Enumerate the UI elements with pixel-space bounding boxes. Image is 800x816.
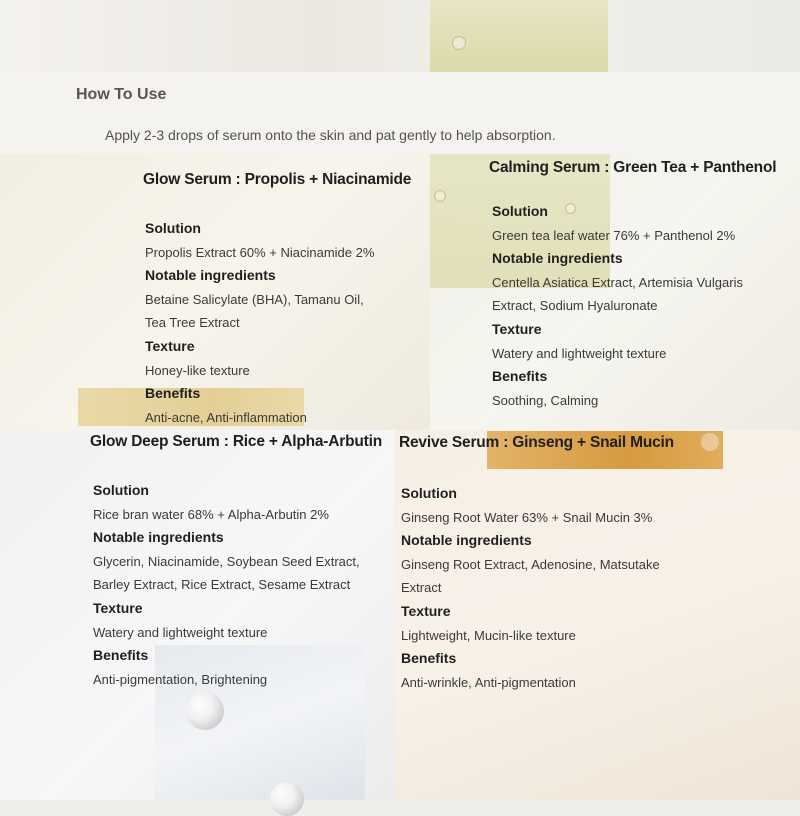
texture-label: Texture [93,599,143,616]
texture-label: Texture [492,320,542,337]
benefits-value: Soothing, Calming [492,392,599,408]
how-to-use-instruction: Apply 2-3 drops of serum onto the skin and pat gently to help absorption. [105,127,556,143]
notable-ingredients-value: Extract, Sodium Hyaluronate [492,298,658,314]
serum-card-calming [489,159,789,412]
bubble-icon [452,36,466,50]
solution-value: Rice bran water 68% + Alpha-Arbutin 2% [93,506,329,522]
serum-title: Calming Serum : Green Tea + Panthenol [489,159,777,176]
bubble-icon [270,782,304,816]
notable-ingredients-value: Glycerin, Niacinamide, Soybean Seed Extract, [93,553,360,569]
notable-ingredients-value: Ginseng Root Extract, Adenosine, Matsutake [401,556,660,572]
benefits-value: Anti-acne, Anti-inflammation [145,409,307,425]
solution-label: Solution [93,482,149,498]
notable-ingredients-value: Centella Asiatica Extract, Artemisia Vulgaris [492,274,743,290]
notable-ingredients-label: Notable ingredients [492,250,623,267]
texture-label: Texture [145,337,195,354]
notable-ingredients-value: Betaine Salicylate (BHA), Tamanu Oil, [145,291,364,307]
serum-title: Glow Serum : Propolis + Niacinamide [143,171,412,188]
benefits-label: Benefits [145,385,201,402]
benefits-label: Benefits [93,647,149,664]
texture-value: Watery and lightweight texture [93,624,268,640]
solution-label: Solution [401,485,457,501]
solution-value: Green tea leaf water 76% + Panthenol 2% [492,227,736,243]
serum-title: Revive Serum : Ginseng + Snail Mucin [399,434,674,451]
serum-card-glow [143,171,411,429]
benefits-value: Anti-wrinkle, Anti-pigmentation [401,674,576,690]
serum-title: Glow Deep Serum : Rice + Alpha-Arbutin [90,433,382,450]
serum-card-revive [399,434,699,694]
notable-ingredients-label: Notable ingredients [93,529,224,546]
texture-label: Texture [401,602,451,619]
top-texture-band [0,0,800,72]
bubble-icon [434,190,446,202]
notable-ingredients-label: Notable ingredients [401,532,532,549]
solution-value: Propolis Extract 60% + Niacinamide 2% [145,244,375,260]
texture-value: Honey-like texture [145,362,250,378]
solution-value: Ginseng Root Water 63% + Snail Mucin 3% [401,509,653,525]
notable-ingredients-label: Notable ingredients [145,267,276,284]
benefits-value: Anti-pigmentation, Brightening [93,671,268,687]
texture-value: Lightweight, Mucin-like texture [401,627,576,643]
solution-label: Solution [492,203,548,219]
bubble-icon [700,432,720,452]
solution-label: Solution [145,220,201,236]
how-to-use-heading: How To Use [76,86,167,103]
bubble-icon [186,692,224,730]
benefits-label: Benefits [401,650,457,667]
texture-value: Watery and lightweight texture [492,345,667,361]
serum-card-glow-deep [90,433,390,691]
benefits-label: Benefits [492,368,548,385]
notable-ingredients-value: Barley Extract, Rice Extract, Sesame Extract [93,577,351,593]
notable-ingredients-value: Extract [401,580,442,596]
notable-ingredients-value: Tea Tree Extract [145,315,240,331]
